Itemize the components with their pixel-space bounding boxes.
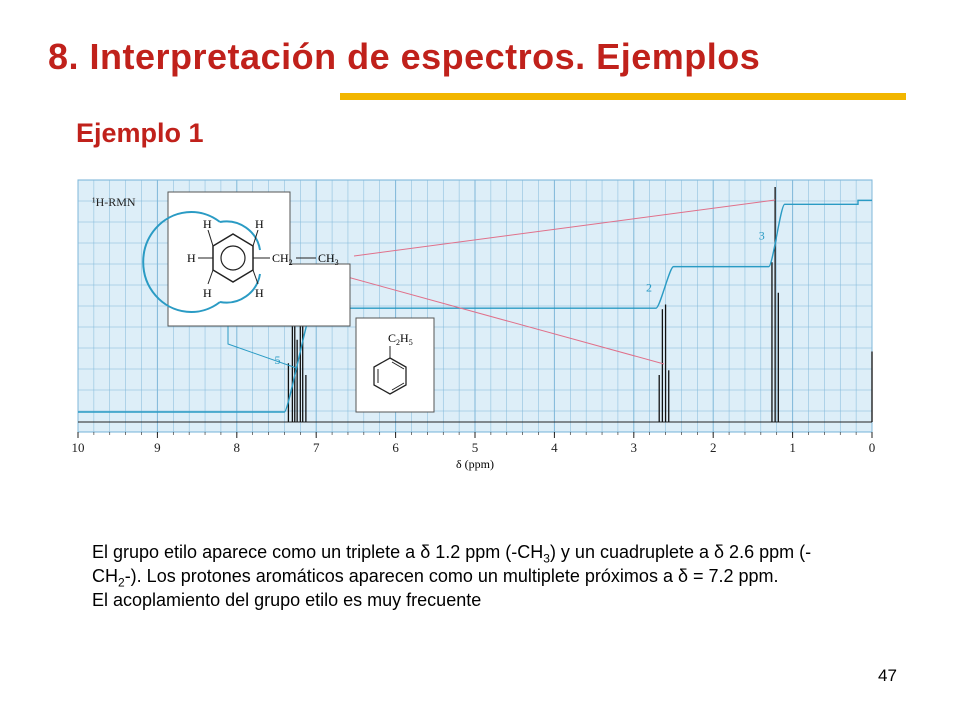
ring-h-label: H: [187, 251, 196, 265]
ring-h-label: H: [255, 286, 264, 300]
ch3-label: $CH_3$: [318, 251, 339, 267]
inset-structure-box: [356, 318, 434, 412]
nmr-spectrum-chart: [60, 172, 880, 474]
ethyl-formula: $C_2H_5$: [388, 331, 413, 347]
ring-h-label: H: [203, 286, 212, 300]
x-tick-label: 0: [868, 440, 876, 455]
x-tick-label: 7: [312, 440, 320, 455]
x-axis: [72, 432, 876, 455]
ch2-label: $CH_2$: [272, 251, 293, 267]
ring-h-label: H: [255, 217, 264, 231]
integral-label: 5: [274, 353, 281, 368]
x-tick-label: 8: [233, 440, 241, 455]
x-axis-label: δ (ppm): [456, 457, 494, 471]
page-number: 47: [878, 666, 897, 685]
integral-label: 2: [646, 280, 653, 295]
example-subtitle: Ejemplo 1: [76, 118, 204, 148]
chart-title: ¹H-RMN: [92, 195, 136, 209]
x-tick-label: 5: [471, 440, 479, 455]
title-underline: [340, 93, 906, 100]
x-tick-label: 1: [789, 440, 796, 455]
explanation-conclusion: El acoplamiento del grupo etilo es muy frecuente: [92, 590, 482, 610]
x-tick-label: 6: [392, 440, 399, 455]
x-tick-label: 2: [709, 440, 717, 455]
x-tick-label: 9: [154, 440, 161, 455]
x-tick-label: 3: [630, 440, 638, 455]
explanation-text: [92, 540, 852, 612]
explanation-paragraph: El grupo etilo aparece como un triplete a δ 1.2 ppm $(-CH_3)$ y un cuadruplete a δ 2.6 ppm $(-CH_2-)$. Los protones aromáticos aparecen como un multiplete próximos a δ = 7.2 ppm.: [92, 542, 812, 590]
integral-label: 3: [758, 228, 765, 243]
ring-h-label: H: [203, 217, 212, 231]
slide-title: 8. Interpretación de espectros. Ejemplos: [48, 36, 761, 77]
x-tick-label: 4: [551, 440, 558, 455]
x-tick-label: 10: [71, 440, 85, 455]
